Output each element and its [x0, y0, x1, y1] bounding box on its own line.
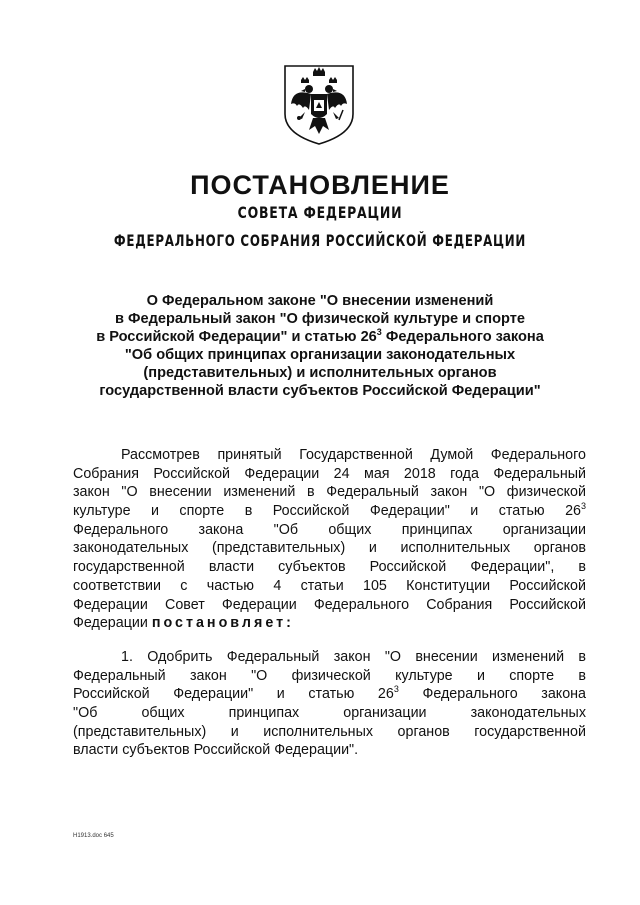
item-1-paragraph	[73, 648, 586, 760]
superscript: 3	[393, 684, 399, 695]
superscript: 3	[580, 501, 586, 512]
subject-line: государственной власти субъектов Российской Федерации"	[99, 383, 541, 399]
paragraph-line: 1. Одобрить Федеральный закон "О внесении изменений в	[121, 649, 586, 665]
decree-verb: постановляет:	[151, 615, 294, 632]
paragraph-line: власти субъектов Российской Федерации".	[73, 742, 359, 759]
paragraph-line: Российской Федерации" и статью $26^3$ Федерального закона	[73, 684, 586, 703]
document-title: ПОСТАНОВЛЕНИЕ	[190, 170, 450, 200]
paragraph-line: законодательных (представительных) и исполнительных органов	[73, 540, 586, 557]
subject-line: в Федеральный закон "О физической культуре и спорте	[114, 311, 526, 327]
paragraph-line: Рассмотрев принятый Государственной Думой Федерального	[121, 447, 586, 463]
paragraph-line: Федерального закона "Об общих принципах организации	[73, 521, 586, 538]
document-subtitle-council: СОВЕТА ФЕДЕРАЦИИ	[237, 203, 403, 222]
preamble-paragraph	[73, 446, 586, 633]
paragraph-line: Собрания Российской Федерации 24 мая 2018 года Федеральный	[73, 465, 586, 482]
subject-line: (представительных) и исполнительных органов	[143, 365, 497, 381]
subject-line: "Об общих принципах организации законодательных	[124, 347, 516, 363]
coat-of-arms-icon	[279, 62, 359, 146]
paragraph-line: закон "О внесении изменений в Федеральный закон "О физической	[73, 484, 586, 501]
paragraph-line: Федерации постановляет:	[73, 615, 294, 632]
subject-line: в Российской Федерации" и статью $26^3$ Федерального закона	[96, 327, 544, 345]
paragraph-line: Федеральный закон "О физической культуре и спорте в	[73, 667, 586, 684]
subject-line: О Федеральном законе "О внесении изменений	[146, 293, 494, 309]
resolution-subject	[60, 292, 580, 400]
paragraph-line: Федерации Совет Федерации Федерального Собрания Российской	[73, 596, 586, 613]
superscript: 3	[376, 327, 382, 337]
paragraph-line: культуре и спорте в Российской Федерации" и статью $26^3$	[73, 501, 586, 520]
paragraph-line: (представительных) и исполнительных органов государственной	[73, 723, 586, 740]
paragraph-line: соответствии с частью 4 статьи 105 Конституции Российской	[73, 577, 586, 594]
document-subtitle-assembly: ФЕДЕРАЛЬНОГО СОБРАНИЯ РОССИЙСКОЙ ФЕДЕРАЦИИ	[113, 231, 527, 250]
paragraph-line: "Об общих принципах организации законодательных	[73, 705, 586, 722]
paragraph-line: государственной власти субъектов Российской Федерации", в	[73, 559, 586, 576]
document-code: Н1913.doc 645	[73, 833, 114, 839]
